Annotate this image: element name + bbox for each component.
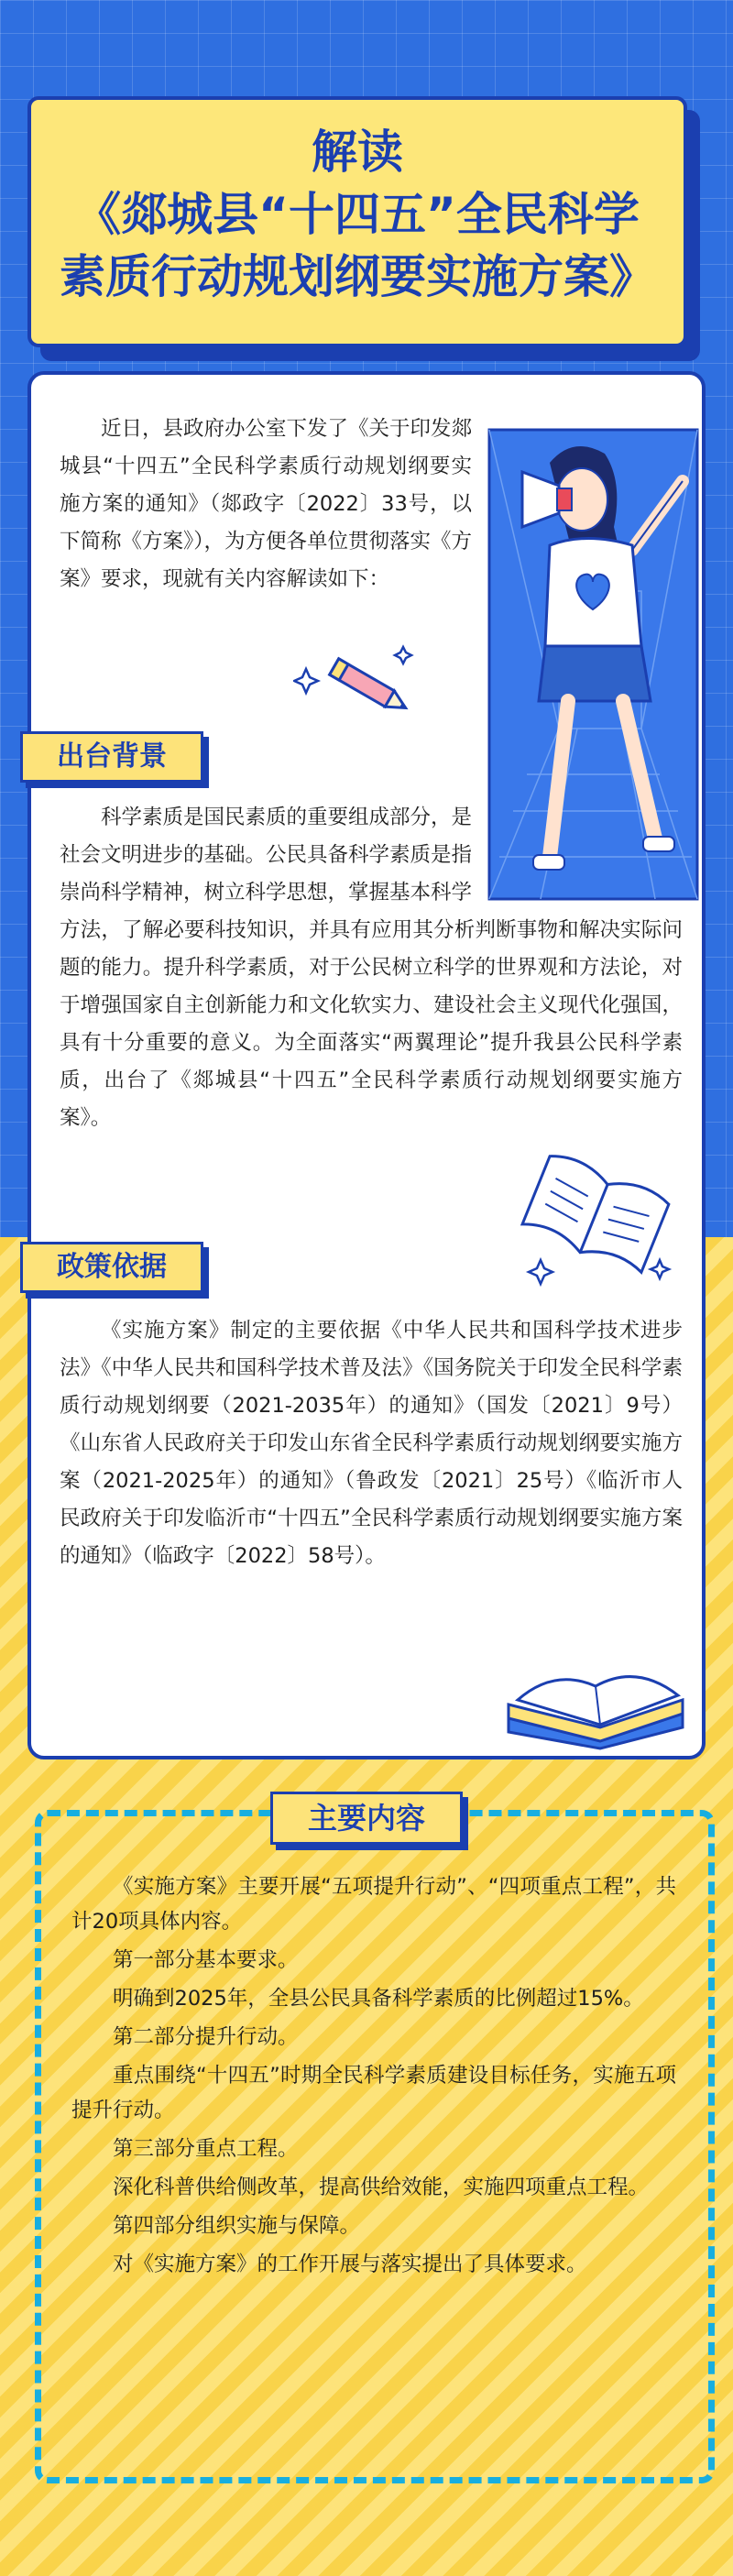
main-line: 明确到2025年，全县公民具备科学素质的比例超过15%。 — [113, 1987, 644, 2011]
main-line: 重点围绕“十四五”时期全民科学素质建设目标任务，实施五项提升行动。 — [71, 2064, 676, 2122]
main-line: 第三部分重点工程。 — [113, 2137, 299, 2161]
intro-paragraph: 近日，县政府办公室下发了《关于印发郯城县“十四五”全民科学素质行动规划纲要实施方案的通知》（郯政字〔2022〕33号，以下简称《方案》），为方便各单位贯彻落实《方案》要求，现就有关内容解读如下： — [60, 417, 473, 591]
main-line: 深化科普供给侧改革，提高供给效能，实施四项重点工程。 — [113, 2176, 650, 2199]
main-line: 对《实施方案》的工作开展与落实提出了具体要求。 — [113, 2253, 587, 2276]
title-line-3: 素质行动规划纲要实施方案》 — [60, 250, 655, 303]
section-heading-policy: 政策依据 — [20, 1242, 203, 1293]
title-line-1: 解读 — [312, 126, 403, 179]
section-heading-background: 出台背景 — [20, 731, 203, 783]
pencil-icon — [293, 641, 431, 724]
section-heading-main: 主要内容 — [270, 1792, 463, 1845]
background-paragraph: 科学素质是国民素质的重要组成部分，是社会文明进步的基础。公民具备科学素质是指崇尚科学精神，树立科学思想，掌握基本科学方法，了解必要科技知识，并具有应用其分析判断事物和解决实际问题的能力。提升科学素质，对于公民树立科学的世界观和方法论，对于增强国家自主创新能力和文化软实力、建设社会主义现代化强国，具有十分重要的意义。为全面落实“两翼理论”提升我县公民科学素质，出台了《郯城县“十四五”全民科学素质行动规划纲要实施方案》。 — [60, 806, 683, 1130]
policy-paragraph: 《实施方案》制定的主要依据《中华人民共和国科学技术进步法》《中华人民共和国科学技术普及法》《国务院关于印发全民科学素质行动规划纲要（2021-2035年）的通知》（国发〔2021〕9号）《山东省人民政府关于印发山东省全民科学素质行动规划纲要实施方案（2021-2025年）的通知》（鲁政发〔2021〕25号）《临沂市人民政府关于印发临沂市“十四五”全民科学素质行动规划纲要实施方案的通知》（临政字〔2022〕58号）。 — [60, 1319, 683, 1568]
main-line: 《实施方案》主要开展“五项提升行动”、“四项重点工程”，共计20项具体内容。 — [71, 1875, 676, 1934]
page-title — [27, 121, 687, 308]
open-book-icon — [513, 1150, 678, 1288]
title-line-2: 《郯城县“十四五”全民科学 — [75, 188, 640, 241]
book-icon — [499, 1650, 692, 1750]
background-section — [60, 799, 683, 1137]
main-line: 第四部分组织实施与保障。 — [113, 2214, 361, 2238]
main-line: 第一部分基本要求。 — [113, 1948, 299, 1972]
main-line: 第二部分提升行动。 — [113, 2025, 299, 2049]
main-content-list — [71, 1869, 676, 2282]
